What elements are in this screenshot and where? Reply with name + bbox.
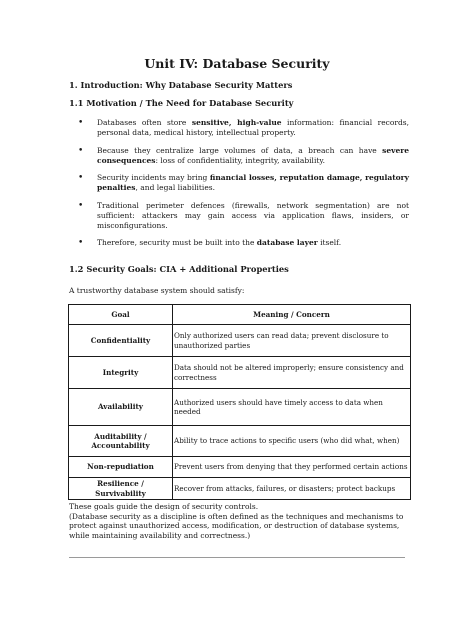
bullet-text-part: Because they centralize large volumes of data, a breach can have <box>97 145 383 155</box>
bullet-text-emphasis: financial losses, reputation damage, regulatory penalties <box>97 173 409 192</box>
meaning-cell: Data should not be altered improperly; ensure consistency and correctness <box>173 357 411 389</box>
goal-cell: Integrity <box>69 357 173 389</box>
bullet-icon: • <box>78 200 84 211</box>
bullet-item <box>69 173 409 193</box>
bullet-text-emphasis: database layer <box>256 238 318 247</box>
page-title: Unit IV: Database Security <box>144 56 330 71</box>
meaning-cell: Ability to trace actions to specific users (who did what, when) <box>173 426 411 457</box>
table-row <box>69 389 411 426</box>
goal-cell: Availability <box>69 389 173 426</box>
column-header-goal: Goal <box>69 305 173 325</box>
goal-cell: Non-repudiation <box>69 457 173 478</box>
bullet-icon: • <box>78 173 84 183</box>
security-goals-table <box>68 304 411 500</box>
bullet-text-emphasis: severe consequences <box>97 145 409 165</box>
goal-cell: Resilience / Survivability <box>69 478 173 500</box>
column-header-meaning: Meaning / Concern <box>173 305 411 325</box>
bullet-text-part: itself. <box>317 238 342 247</box>
section-heading-introduction: 1. Introduction: Why Database Security Matters <box>69 80 293 90</box>
bullet-item <box>69 146 409 166</box>
bullet-text-part: information: financial records, personal data, medical history, intellectual property. <box>97 118 409 137</box>
table-row <box>69 357 411 389</box>
table-row <box>69 325 411 357</box>
goal-cell: Confidentiality <box>69 325 173 357</box>
table-row <box>69 457 411 478</box>
motivation-bullet-list <box>69 118 409 256</box>
closing-line: These goals guide the design of security controls. <box>69 502 259 511</box>
horizontal-divider <box>69 557 405 558</box>
bullet-text-part: : loss of confidentiality, integrity, availability. <box>155 155 325 165</box>
bullet-text-emphasis: sensitive, high-value <box>191 118 282 127</box>
table-row <box>69 478 411 500</box>
meaning-cell: Only authorized users can read data; prevent disclosure to unauthorized parties <box>173 325 411 357</box>
section-heading-security-goals: 1.2 Security Goals: CIA + Additional Properties <box>69 264 289 274</box>
meaning-cell: Authorized users should have timely access to data when needed <box>173 389 411 426</box>
bullet-item <box>69 238 409 248</box>
table-row <box>69 426 411 457</box>
bullet-text-part: Therefore, security must be built into the <box>97 238 257 247</box>
bullet-item <box>69 118 409 138</box>
bullet-icon: • <box>78 118 84 128</box>
meaning-cell: Prevent users from denying that they performed certain actions <box>173 457 411 478</box>
closing-definition: (Database security as a discipline is often defined as the techniques and mechanisms to protect against unauthorized access, modification, or destruction of database systems, while maintaining availability and correctness.) <box>69 511 404 540</box>
bullet-text-part: Databases often store <box>97 118 192 127</box>
bullet-icon: • <box>78 238 84 248</box>
table-header-row <box>69 305 411 325</box>
table-intro-text: A trustworthy database system should satisfy: <box>69 286 245 295</box>
bullet-text-part: , and legal liabilities. <box>135 183 215 192</box>
bullet-item <box>69 201 409 231</box>
bullet-text-part: Traditional perimeter defences (firewalls, network segmentation) are not sufficient: attackers may gain access via application flaws, insiders, or misconfigurations. <box>97 200 409 230</box>
closing-paragraph <box>69 502 411 540</box>
bullet-text-part: Security incidents may bring <box>97 173 210 182</box>
bullet-icon: • <box>78 145 84 156</box>
goal-cell: Auditability / Accountability <box>69 426 173 457</box>
section-heading-motivation: 1.1 Motivation / The Need for Database Security <box>69 98 294 108</box>
meaning-cell: Recover from attacks, failures, or disasters; protect backups <box>173 478 411 500</box>
